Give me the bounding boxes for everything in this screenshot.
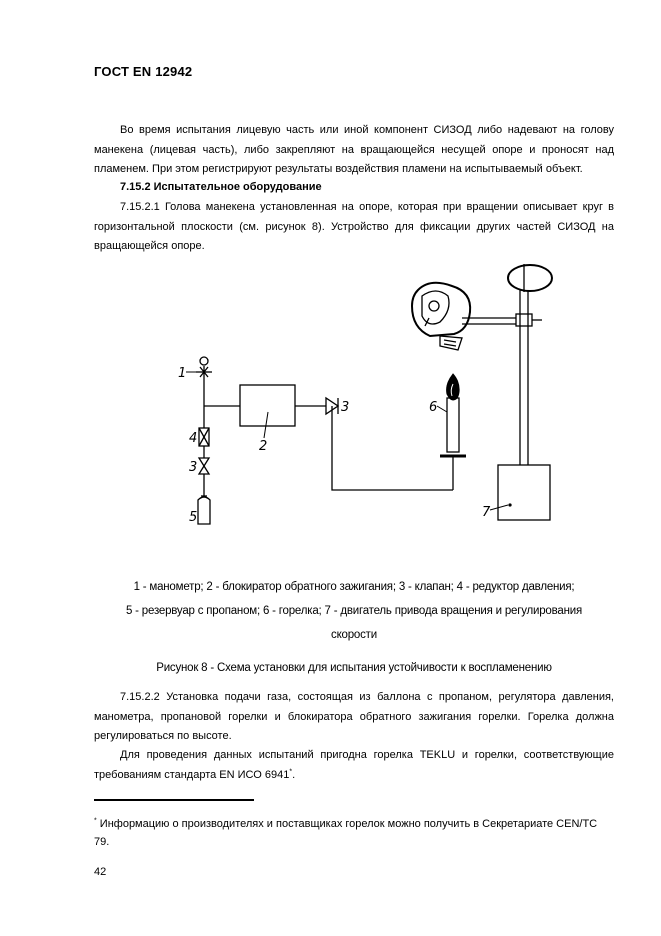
flame xyxy=(447,374,460,400)
label-4: 4 xyxy=(189,431,198,446)
paragraph-teklu-text: Для проведения данных испытаний пригодна горелка TEKLU и горелки, соответствующие требованиям стандарта EN ИСО 6941 xyxy=(94,749,614,781)
label-7: 7 xyxy=(482,505,491,520)
label-3-lower: 3 xyxy=(189,460,198,475)
footnote-mark: * xyxy=(94,817,97,825)
label-2: 2 xyxy=(259,439,268,454)
mannequin-head xyxy=(412,283,470,350)
footnote-text: Информацию о производителях и поставщиках горелок можно получить в Секретариате CEN/TC 79. xyxy=(94,818,598,848)
label-5: 5 xyxy=(189,510,198,525)
paragraph-teklu-end: . xyxy=(292,768,296,781)
section-heading: 7.15.2 Испытательное оборудование xyxy=(120,181,322,193)
gas-line xyxy=(332,406,453,490)
label-3-valve: 3 xyxy=(341,400,350,415)
rotation-circle xyxy=(508,265,552,291)
figure-legend-line-2: 5 - резервуар с пропаном; 6 - горелка; 7 - двигатель привода вращения и регулирования xyxy=(125,605,583,617)
paragraph-7-15-2-2: 7.15.2.2 Установка подачи газа, состоящая из баллона с пропаном, регулятора давления, манометра, пропановой горелки и блокиратора обратного зажигания горелки. Горелка должна регулироваться по высоте. xyxy=(94,691,614,742)
figure-title: Рисунок 8 - Схема установки для испытания устойчивости к воспламенению xyxy=(156,662,552,674)
paragraph-7-15-2-1: 7.15.2.1 Голова манекена установленная на опоре, которая при вращении описывает круг в горизонтальной плоскости (см. рисунок 8). Устройство для фиксации других частей СИЗОД на вращающейся опоре. xyxy=(94,201,614,252)
burner xyxy=(440,392,466,490)
document-header: ГОСТ EN 12942 xyxy=(94,64,193,79)
flashback-arrestor xyxy=(240,385,295,426)
page-number: 42 xyxy=(94,866,107,878)
propane-cylinder xyxy=(198,490,210,524)
paragraph-teklu xyxy=(94,746,614,785)
intro-paragraph: Во время испытания лицевую часть или иной компонент СИЗОД либо надевают на голову манекена (лицевая часть), либо закрепляют на вращающейся несущей опоре и проносят над пламенем. При этом регистрируют результаты воздействия пламени на испытываемый объект. xyxy=(94,124,614,175)
footnote-ref-mark: * xyxy=(289,767,293,775)
motor-box xyxy=(498,465,550,520)
footnote-divider xyxy=(94,799,254,801)
figure-legend-line-3: скорости xyxy=(331,629,377,641)
label-1: 1 xyxy=(178,366,187,381)
footnote xyxy=(94,815,614,851)
arm-clamp xyxy=(516,314,532,326)
figure-legend-line-1: 1 - манометр; 2 - блокиратор обратного зажигания; 3 - клапан; 4 - редуктор давления; xyxy=(133,581,575,593)
manometer xyxy=(200,357,208,365)
label-6: 6 xyxy=(429,400,438,415)
